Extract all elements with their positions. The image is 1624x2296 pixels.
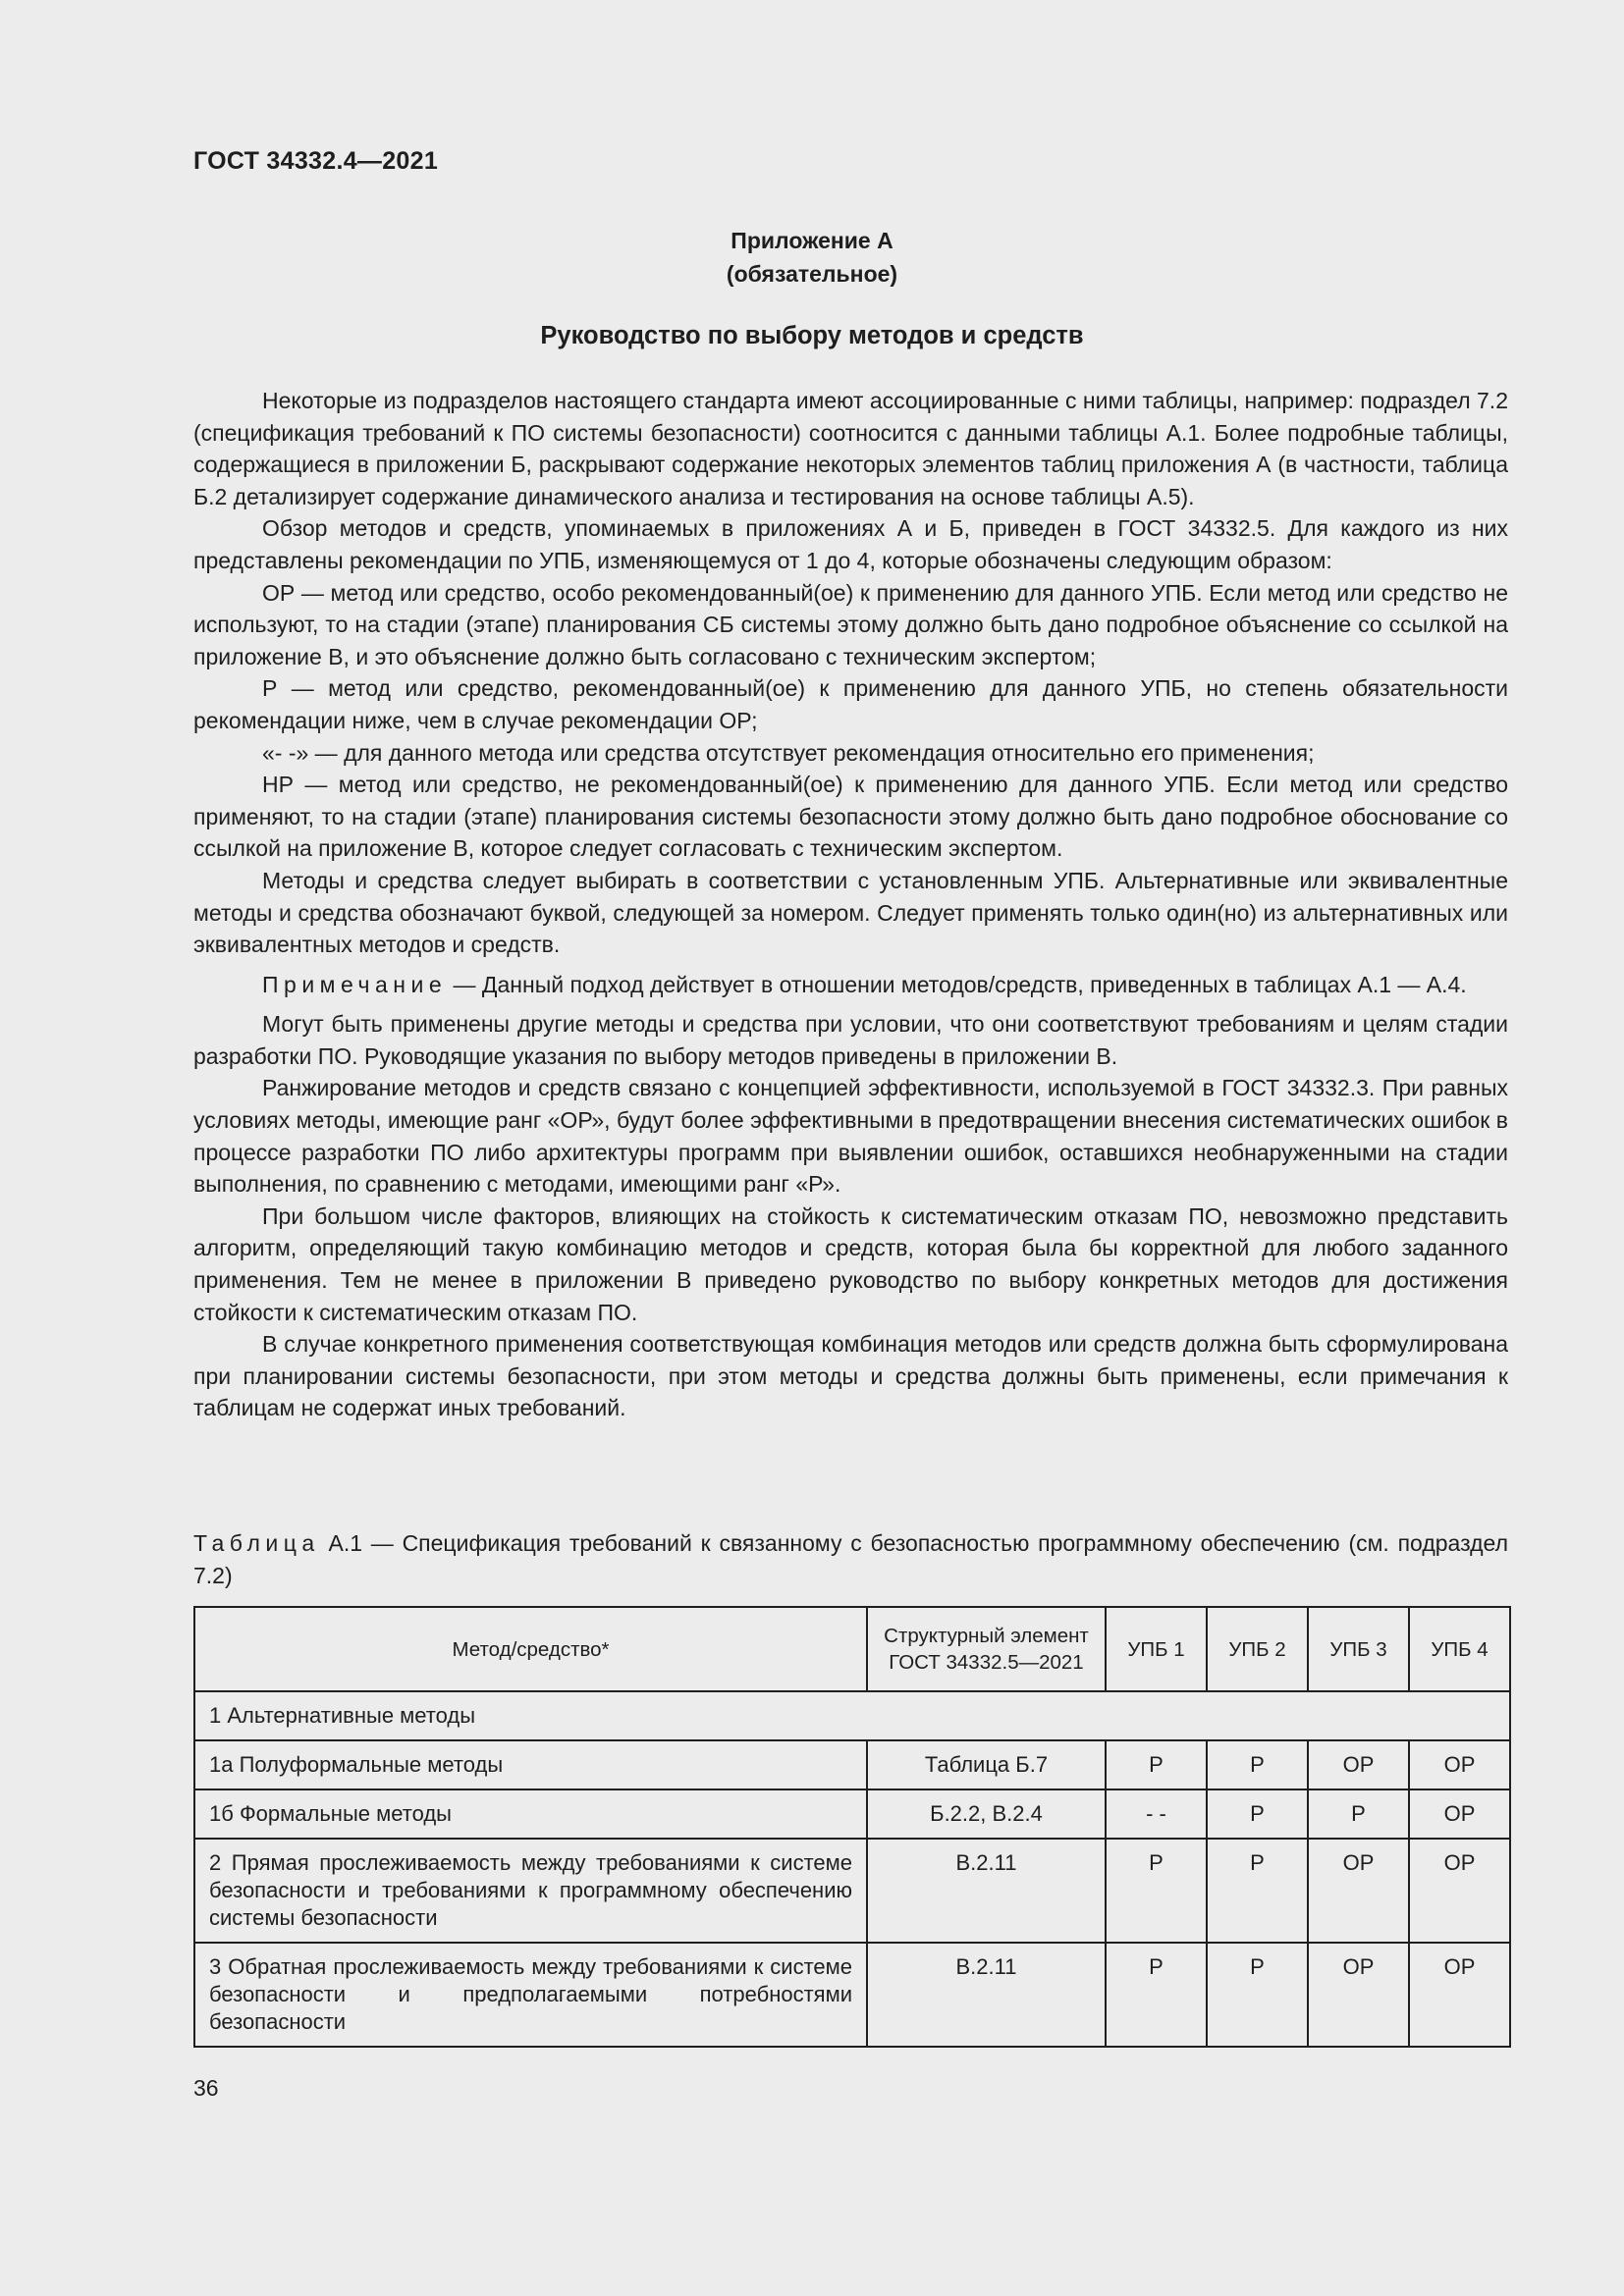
body-text xyxy=(193,385,1508,1424)
paragraph: В случае конкретного применения соответствующая комбинация методов или средств должна быть сформулирована при планировании системы безопасности, при этом методы и средства должны быть применены, если примечания к таблицам не содержат иных требований. xyxy=(193,1331,1508,1421)
page-number: 36 xyxy=(193,2075,219,2101)
paragraph: НР — метод или средство, не рекомендованный(ое) к применению для данного УПБ. Если метод или средство применяют, то на стадии (этапе) планирования системы безопасности этому должно быть дано подробное обоснование со ссылкой на приложение В, которое следует согласовать с техническим экспертом. xyxy=(193,772,1508,862)
table-cell: ОР xyxy=(1409,1789,1510,1839)
table-cell: 1а Полуформальные методы xyxy=(194,1740,867,1789)
table-cell: 2 Прямая прослеживаемость между требованиями к системе безопасности и требованиями к программному обеспечению системы безопасности xyxy=(194,1839,867,1943)
table-row xyxy=(194,1839,1510,1943)
paragraph: Могут быть применены другие методы и средства при условии, что они соответствуют требованиям и целям стадии разработки ПО. Руководящие указания по выбору методов приведены в приложении В. xyxy=(193,1011,1508,1069)
table-cell: ОР xyxy=(1409,1740,1510,1789)
table-cell: ОР xyxy=(1409,1943,1510,2047)
annex-title: Руководство по выбору методов и средств xyxy=(540,322,1084,349)
table-cell: Таблица Б.7 xyxy=(867,1740,1106,1789)
table-cell: Р xyxy=(1207,1839,1308,1943)
table-cell: В.2.11 xyxy=(867,1943,1106,2047)
table-cell: Б.2.2, В.2.4 xyxy=(867,1789,1106,1839)
column-header-sil2: УПБ 2 xyxy=(1207,1607,1308,1691)
table-cell: ОР xyxy=(1308,1943,1409,2047)
note-text: — Данный подход действует в отношении методов/средств, приведенных в таблицах А.1 — А.4. xyxy=(447,971,1467,997)
table-row xyxy=(194,1740,1510,1789)
column-header-sil4: УПБ 4 xyxy=(1409,1607,1510,1691)
table-cell: ОР xyxy=(1308,1740,1409,1789)
table-cell: В.2.11 xyxy=(867,1839,1106,1943)
annex-heading xyxy=(0,224,1624,291)
paragraph: Р — метод или средство, рекомендованный(ое) к применению для данного УПБ, но степень обязательности рекомендации ниже, чем в случае рекомендации ОР; xyxy=(193,675,1508,733)
table-header-row xyxy=(194,1607,1510,1691)
table-caption-label: Таблица xyxy=(193,1530,320,1556)
table-cell: 1б Формальные методы xyxy=(194,1789,867,1839)
paragraph: При большом числе факторов, влияющих на стойкость к систематическим отказам ПО, невозможно представить алгоритм, определяющий такую комбинацию методов и средств, которая была бы корректной для любого заданного применения. Тем не менее в приложении В приведено руководство по выбору конкретных методов для достижения стойкости к систематическим отказам ПО. xyxy=(193,1202,1508,1325)
paragraph: Некоторые из подразделов настоящего стандарта имеют ассоциированные с ними таблицы, например: подраздел 7.2 (спецификация требований к ПО системы безопасности) соотносится с данными таблицы А.1. Более подробные таблицы, содержащиеся в приложении Б, раскрывают содержание некоторых элементов таблиц приложения А (в частности, таблица Б.2 детализирует содержание динамического анализа и тестирования на основе таблицы А.5). xyxy=(193,388,1508,509)
column-header-method: Метод/средство* xyxy=(194,1607,867,1691)
note-paragraph xyxy=(193,969,1508,1001)
note-label: Примечание xyxy=(262,971,448,997)
paragraph: ОР — метод или средство, особо рекомендованный(ое) к применению для данного УПБ. Если метод или средство не используют, то на стадии (этапе) планирования СБ системы этому должно быть дано подробное объяснение со ссылкой на приложение В, и это объяснение должно быть согласовано с техническим экспертом; xyxy=(193,579,1508,669)
table-cell: Р xyxy=(1207,1943,1308,2047)
table-cell: Р xyxy=(1308,1789,1409,1839)
annex-label: Приложение А xyxy=(731,228,893,253)
table-caption xyxy=(193,1527,1508,1591)
table-section-cell: 1 Альтернативные методы xyxy=(194,1691,1510,1740)
table-cell: - - xyxy=(1106,1789,1207,1839)
paragraph: Обзор методов и средств, упоминаемых в приложениях А и Б, приведен в ГОСТ 34332.5. Для каждого из них представлены рекомендации по УПБ, изменяющемуся от 1 до 4, которые обозначены следующим образом: xyxy=(193,515,1508,573)
table-cell: Р xyxy=(1207,1740,1308,1789)
paragraph: «- -» — для данного метода или средства отсутствует рекомендация относительно его применения; xyxy=(262,739,1315,766)
column-header-sil3: УПБ 3 xyxy=(1308,1607,1409,1691)
table-row xyxy=(194,1943,1510,2047)
table-cell: Р xyxy=(1106,1740,1207,1789)
annex-status: (обязательное) xyxy=(726,261,898,287)
table-cell: Р xyxy=(1207,1789,1308,1839)
standard-code: ГОСТ 34332.4—2021 xyxy=(193,147,439,175)
paragraph: Ранжирование методов и средств связано с концепцией эффективности, используемой в ГОСТ 34332.3. При равных условиях методы, имеющие ранг «ОР», будут более эффективными в предотвращении внесения систематических ошибок в процессе разработки ПО либо архитектуры программ при выявлении ошибок, оставшихся необнаруженными на стадии выполнения, по сравнению с методами, имеющими ранг «Р». xyxy=(193,1075,1508,1198)
column-header-structural-element: Структурный элемент ГОСТ 34332.5—2021 xyxy=(867,1607,1106,1691)
paragraph: Методы и средства следует выбирать в соответствии с установленным УПБ. Альтернативные или эквивалентные методы и средства обозначают буквой, следующей за номером. Следует применять только один(но) из альтернативных или эквивалентных методов и средств. xyxy=(193,867,1508,958)
column-header-sil1: УПБ 1 xyxy=(1106,1607,1207,1691)
table-cell: ОР xyxy=(1409,1839,1510,1943)
table-cell: ОР xyxy=(1308,1839,1409,1943)
table-cell: Р xyxy=(1106,1943,1207,2047)
table-row xyxy=(194,1789,1510,1839)
table-section-row xyxy=(194,1691,1510,1740)
table-cell: Р xyxy=(1106,1839,1207,1943)
spec-table xyxy=(193,1606,1511,2048)
table-cell: 3 Обратная прослеживаемость между требованиями к системе безопасности и предполагаемыми потребностями безопасности xyxy=(194,1943,867,2047)
table-caption-text: А.1 — Спецификация требований к связанному с безопасностью программному обеспечению (см. подраздел 7.2) xyxy=(193,1530,1508,1588)
